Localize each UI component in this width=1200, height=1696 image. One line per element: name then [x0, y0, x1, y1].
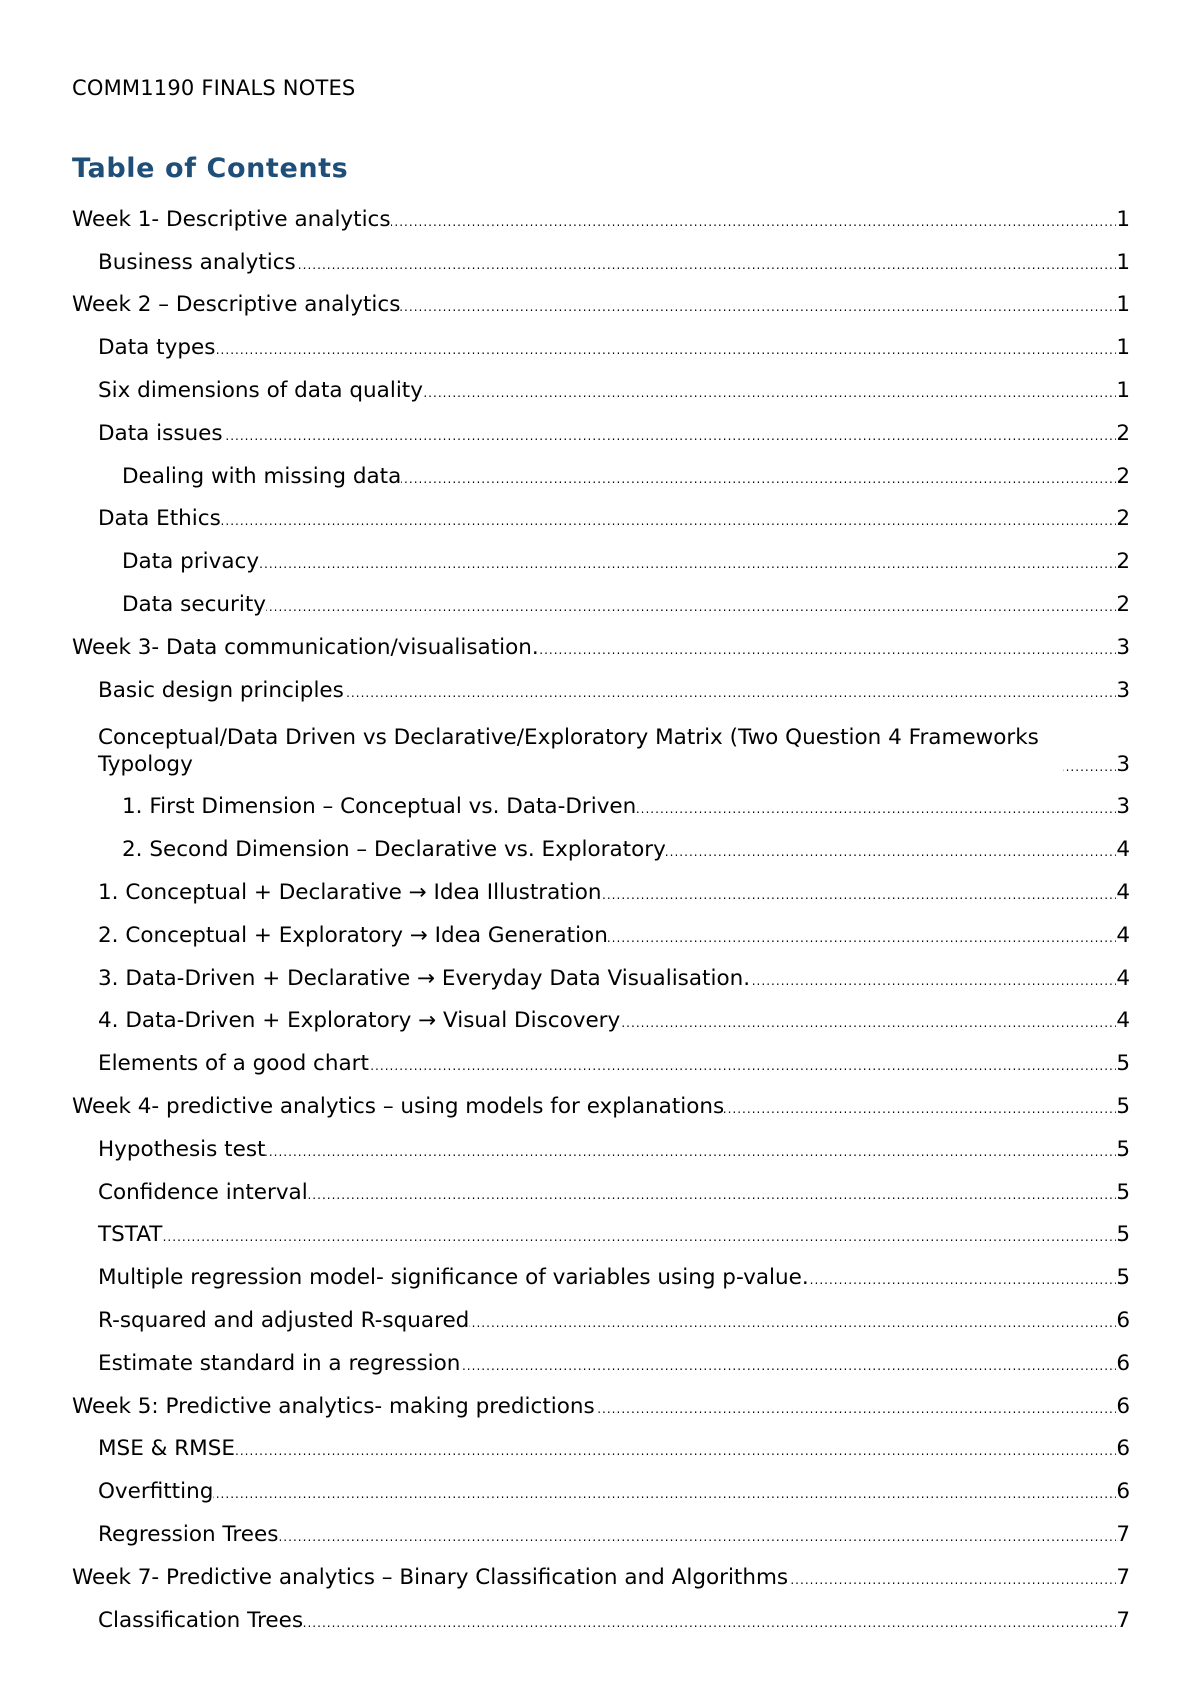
- toc-entry-text[interactable]: Confidence interval: [98, 1179, 308, 1205]
- toc-page-number: 7: [1116, 1564, 1130, 1590]
- dot-leader: [595, 1393, 1117, 1420]
- toc-page-number: 7: [1116, 1521, 1130, 1547]
- dot-leader: [608, 922, 1116, 949]
- toc-entry-text[interactable]: Data types: [98, 335, 216, 361]
- toc-page-number: 4: [1116, 1008, 1130, 1034]
- dot-leader: [1063, 751, 1116, 778]
- toc-entry[interactable]: [72, 190, 1130, 233]
- dot-leader: [303, 1607, 1116, 1634]
- toc-entry-text[interactable]: Week 2 – Descriptive analytics: [72, 292, 401, 318]
- toc-page-number: 1: [1116, 292, 1130, 318]
- toc-entry-text[interactable]: Data security: [122, 591, 267, 617]
- dot-leader: [809, 1264, 1117, 1291]
- toc-entry[interactable]: [72, 1206, 1130, 1249]
- toc-page-number: 1: [1116, 206, 1130, 232]
- toc-entry[interactable]: [72, 661, 1130, 704]
- toc-entry[interactable]: [72, 1291, 1130, 1334]
- toc-entry-text[interactable]: Week 7- Predictive analytics – Binary Classification and Algorithms: [72, 1564, 789, 1590]
- toc-entry[interactable]: [72, 906, 1130, 949]
- toc-entry-text[interactable]: Data issues: [98, 420, 223, 446]
- dot-leader: [724, 1093, 1116, 1120]
- toc-page-number: 1: [1116, 377, 1130, 403]
- toc-entry[interactable]: [72, 949, 1130, 992]
- toc-entry-text[interactable]: Hypothesis test: [98, 1136, 266, 1162]
- toc-entry[interactable]: [72, 1462, 1130, 1505]
- toc-entry-text[interactable]: MSE & RMSE: [98, 1436, 235, 1462]
- toc-entry-text[interactable]: Six dimensions of data quality: [98, 377, 423, 403]
- dot-leader: [369, 1050, 1116, 1077]
- table-of-contents: [72, 190, 1130, 1634]
- toc-entry[interactable]: [72, 1120, 1130, 1163]
- toc-page-number: 2: [1116, 506, 1130, 532]
- toc-page-number: 6: [1116, 1307, 1130, 1333]
- toc-entry[interactable]: [72, 361, 1130, 404]
- toc-entry[interactable]: [72, 233, 1130, 276]
- toc-entry-text[interactable]: 1. First Dimension – Conceptual vs. Data-Driven: [122, 794, 637, 820]
- toc-page-number: 1: [1116, 335, 1130, 361]
- toc-entry[interactable]: [72, 1163, 1130, 1206]
- toc-entry[interactable]: [72, 318, 1130, 361]
- toc-entry-text[interactable]: 2. Conceptual + Exploratory → Idea Generation: [98, 922, 608, 948]
- dot-leader: [391, 206, 1117, 233]
- toc-entry-text[interactable]: Multiple regression model- significance of variables using p-value.: [98, 1265, 809, 1291]
- toc-entry-text[interactable]: 2. Second Dimension – Declarative vs. Exploratory: [122, 837, 666, 863]
- dot-leader: [266, 591, 1116, 618]
- toc-entry[interactable]: [72, 1548, 1130, 1591]
- toc-entry[interactable]: [72, 1591, 1130, 1634]
- dot-leader: [460, 1350, 1116, 1377]
- toc-title: Table of Contents: [72, 153, 349, 184]
- toc-page-number: 4: [1116, 922, 1130, 948]
- toc-page-number: 3: [1116, 677, 1130, 703]
- dot-leader: [221, 505, 1117, 532]
- toc-entry[interactable]: [72, 276, 1130, 319]
- toc-entry-text[interactable]: 3. Data-Driven + Declarative → Everyday Data Visualisation.: [98, 965, 751, 991]
- toc-page-number: 6: [1116, 1436, 1130, 1462]
- dot-leader: [308, 1179, 1117, 1206]
- dot-leader: [259, 548, 1116, 575]
- toc-page-number: 7: [1116, 1607, 1130, 1633]
- toc-page-number: 5: [1116, 1222, 1130, 1248]
- toc-entry-text[interactable]: 1. Conceptual + Declarative → Idea Illustration: [98, 879, 602, 905]
- toc-page-number: 5: [1116, 1179, 1130, 1205]
- dot-leader: [296, 249, 1117, 276]
- toc-entry-text[interactable]: Estimate standard in a regression: [98, 1350, 461, 1376]
- toc-entry-text[interactable]: R-squared and adjusted R-squared: [98, 1307, 470, 1333]
- toc-entry-text[interactable]: Week 5: Predictive analytics- making predictions: [72, 1393, 595, 1419]
- toc-entry-text[interactable]: Data privacy: [122, 549, 260, 575]
- dot-leader: [620, 1007, 1116, 1034]
- toc-entry-text[interactable]: Data Ethics: [98, 506, 221, 532]
- toc-page-number: 5: [1116, 1265, 1130, 1291]
- toc-entry[interactable]: [72, 575, 1130, 618]
- toc-entry[interactable]: [72, 992, 1130, 1035]
- dot-leader: [213, 1478, 1116, 1505]
- toc-page-number: 2: [1116, 463, 1130, 489]
- dot-leader: [750, 965, 1116, 992]
- toc-entry[interactable]: [72, 490, 1130, 533]
- toc-entry[interactable]: [72, 1334, 1130, 1377]
- toc-page-number: 5: [1116, 1051, 1130, 1077]
- toc-page-number: 3: [1116, 634, 1130, 660]
- toc-page-number: 3: [1116, 751, 1130, 777]
- toc-entry[interactable]: [72, 447, 1130, 490]
- toc-entry-text[interactable]: Dealing with missing data: [122, 463, 402, 489]
- dot-leader: [278, 1521, 1116, 1548]
- toc-entry[interactable]: [72, 1420, 1130, 1463]
- toc-entry[interactable]: [72, 820, 1130, 863]
- dot-leader: [235, 1435, 1116, 1462]
- toc-entry-text[interactable]: Basic design principles: [98, 677, 344, 703]
- toc-entry[interactable]: [72, 1077, 1130, 1120]
- toc-page-number: 2: [1116, 591, 1130, 617]
- dot-leader: [265, 1136, 1116, 1163]
- toc-page-number: 6: [1116, 1350, 1130, 1376]
- toc-page-number: 2: [1116, 420, 1130, 446]
- toc-entry[interactable]: [72, 404, 1130, 447]
- toc-page-number: 1: [1116, 249, 1130, 275]
- toc-page-number: 4: [1116, 879, 1130, 905]
- toc-entry-text[interactable]: TSTAT: [98, 1222, 163, 1248]
- toc-entry[interactable]: [72, 1034, 1130, 1077]
- toc-page-number: 3: [1116, 794, 1130, 820]
- toc-entry[interactable]: [72, 1505, 1130, 1548]
- dot-leader: [636, 793, 1116, 820]
- dot-leader: [539, 634, 1117, 661]
- toc-entry-text[interactable]: Classification Trees: [98, 1607, 304, 1633]
- dot-leader: [215, 334, 1116, 361]
- toc-entry[interactable]: [72, 704, 1130, 778]
- toc-entry[interactable]: [72, 1377, 1130, 1420]
- dot-leader: [344, 677, 1116, 704]
- dot-leader: [400, 291, 1116, 318]
- dot-leader: [423, 377, 1116, 404]
- toc-page-number: 4: [1116, 837, 1130, 863]
- toc-entry-text[interactable]: Week 4- predictive analytics – using models for explanations: [72, 1093, 725, 1119]
- toc-page-number: 6: [1116, 1479, 1130, 1505]
- dot-leader: [602, 879, 1117, 906]
- dot-leader: [162, 1221, 1116, 1248]
- dot-leader: [223, 420, 1117, 447]
- toc-entry-text[interactable]: Conceptual/Data Driven vs Declarative/Exploratory Matrix (Two Question 4 Frameworks Typology: [98, 724, 1039, 777]
- toc-entry[interactable]: [72, 863, 1130, 906]
- toc-entry[interactable]: [72, 778, 1130, 821]
- toc-entry[interactable]: [72, 618, 1130, 661]
- toc-page-number: 4: [1116, 965, 1130, 991]
- toc-entry[interactable]: [72, 532, 1130, 575]
- document-header: COMM1190 FINALS NOTES: [72, 76, 356, 100]
- dot-leader: [469, 1307, 1116, 1334]
- toc-entry-text[interactable]: Regression Trees: [98, 1521, 279, 1547]
- dot-leader: [666, 836, 1117, 863]
- toc-entry-text[interactable]: Business analytics: [98, 249, 296, 275]
- toc-entry-text[interactable]: Elements of a good chart: [98, 1051, 369, 1077]
- toc-page-number: 6: [1116, 1393, 1130, 1419]
- toc-entry-text[interactable]: Week 1- Descriptive analytics: [72, 206, 391, 232]
- toc-entry[interactable]: [72, 1248, 1130, 1291]
- dot-leader: [788, 1564, 1116, 1591]
- toc-entry-text[interactable]: Overfitting: [98, 1479, 214, 1505]
- dot-leader: [401, 463, 1116, 490]
- toc-page-number: 5: [1116, 1093, 1130, 1119]
- toc-page-number: 2: [1116, 549, 1130, 575]
- toc-entry-text[interactable]: 4. Data-Driven + Exploratory → Visual Discovery: [98, 1008, 621, 1034]
- toc-entry-text[interactable]: Week 3- Data communication/visualisation.: [72, 634, 539, 660]
- toc-page-number: 5: [1116, 1136, 1130, 1162]
